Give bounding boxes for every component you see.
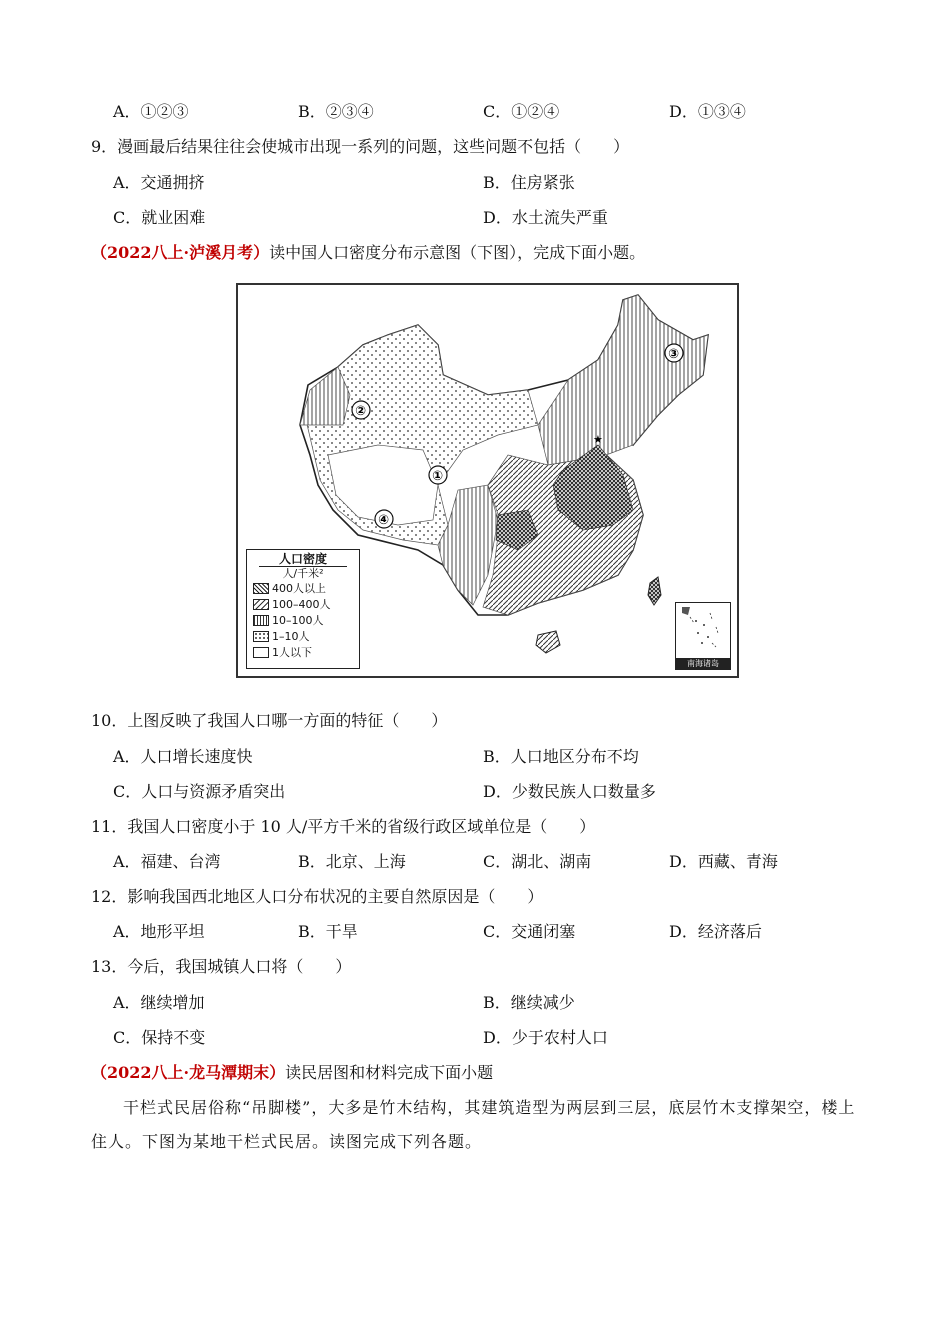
q10-stem-row	[0, 709, 950, 733]
q13-option-c[interactable]: C．保持不变	[113, 1028, 206, 1047]
intro-1-source: （2022八上·泸溪月考）	[91, 243, 270, 262]
legend-row-under-1	[247, 644, 359, 660]
legend-label-1-10: 1–10人	[272, 630, 310, 643]
q12-stem-row	[0, 885, 950, 909]
q9-option-a[interactable]: A．交通拥挤	[113, 173, 205, 192]
q11-option-d[interactable]: D．西藏、青海	[669, 852, 778, 871]
map-legend	[246, 549, 360, 669]
q12-stem: 12．影响我国西北地区人口分布状况的主要自然原因是（ ）	[91, 887, 544, 906]
marker-2: ②	[355, 404, 367, 419]
q12-option-c[interactable]: C．交通闭塞	[483, 922, 576, 941]
q10-option-d[interactable]: D．少数民族人口数量多	[483, 782, 656, 801]
legend-row-400-plus	[247, 580, 359, 596]
marker-1: ①	[432, 469, 444, 484]
q10-options-row-1	[0, 745, 950, 769]
q13-option-b[interactable]: B．继续减少	[483, 993, 575, 1012]
q13-option-a[interactable]: A．继续增加	[113, 993, 205, 1012]
q11-stem-row	[0, 815, 950, 839]
q10-option-c[interactable]: C．人口与资源矛盾突出	[113, 782, 286, 801]
legend-swatch-dotted-icon	[253, 631, 269, 642]
legend-swatch-hatched-icon	[253, 599, 269, 610]
q9-stem-row	[0, 135, 950, 159]
q10-options-row-2	[0, 780, 950, 804]
q10-option-a[interactable]: A．人口增长速度快	[113, 747, 253, 766]
intro-1	[0, 241, 950, 265]
q8-option-d[interactable]: D．①③④	[669, 102, 746, 121]
legend-label-400-plus: 400人以上	[272, 582, 326, 595]
q10-stem: 10．上图反映了我国人口哪一方面的特征（ ）	[91, 711, 448, 730]
legend-row-1-10	[247, 628, 359, 644]
q13-options-row-2	[0, 1026, 950, 1050]
q8-options-row	[0, 100, 950, 124]
q13-option-d[interactable]: D．少于农村人口	[483, 1028, 608, 1047]
marker-4: ④	[378, 513, 390, 528]
q12-option-a[interactable]: A．地形平坦	[113, 922, 205, 941]
q8-option-a[interactable]: A．①②③	[113, 102, 189, 121]
intro-2-text: 读民居图和材料完成下面小题	[285, 1063, 494, 1082]
legend-unit: 人/千米²	[282, 567, 324, 580]
material-paragraph: 干栏式民居俗称“吊脚楼”，大多是竹木结构，其建筑造型为两层到三层，底层竹木支撑架空，楼上住人。下图为某地干栏式民居。读图完成下列各题。	[91, 1098, 856, 1151]
q12-options-row	[0, 920, 950, 944]
intro-2	[0, 1061, 950, 1085]
taiwan	[648, 577, 661, 605]
legend-swatch-blank-icon	[253, 647, 269, 658]
marker-3: ③	[668, 347, 680, 362]
intro-2-source: （2022八上·龙马潭期末）	[91, 1063, 286, 1082]
legend-row-10-100	[247, 612, 359, 628]
q11-stem: 11．我国人口密度小于 10 人/平方千米的省级行政区域单位是（ ）	[91, 817, 596, 836]
legend-label-100-400: 100–400人	[272, 598, 331, 611]
inset-label: 南海诸岛	[676, 658, 730, 669]
legend-label-under-1: 1人以下	[272, 646, 312, 659]
q11-option-c[interactable]: C．湖北、湖南	[483, 852, 592, 871]
q11-option-b[interactable]: B．北京、上海	[298, 852, 406, 871]
q13-stem-row	[0, 955, 950, 979]
q8-option-c[interactable]: C．①②④	[483, 102, 560, 121]
q12-option-d[interactable]: D．经济落后	[669, 922, 762, 941]
legend-swatch-striped-icon	[253, 615, 269, 626]
q13-options-row-1	[0, 991, 950, 1015]
legend-swatch-dense-icon	[253, 583, 269, 594]
q11-option-a[interactable]: A．福建、台湾	[113, 852, 221, 871]
legend-row-100-400	[247, 596, 359, 612]
population-density-map	[236, 283, 739, 678]
q9-options-row-2	[0, 206, 950, 230]
inset-islands-graphic	[676, 603, 728, 655]
q8-option-b[interactable]: B．②③④	[298, 102, 374, 121]
q9-options-row-1	[0, 171, 950, 195]
region-10-100-a	[538, 295, 708, 465]
q9-option-b[interactable]: B．住房紧张	[483, 173, 575, 192]
legend-title: 人口密度	[259, 552, 347, 567]
legend-label-10-100: 10–100人	[272, 614, 324, 627]
q9-option-c[interactable]: C．就业困难	[113, 208, 206, 227]
q11-options-row	[0, 850, 950, 874]
south-china-sea-inset	[675, 602, 731, 670]
q10-option-b[interactable]: B．人口地区分布不均	[483, 747, 639, 766]
q12-option-b[interactable]: B．干旱	[298, 922, 358, 941]
intro-1-text: 读中国人口密度分布示意图（下图），完成下面小题。	[269, 243, 646, 262]
hainan	[536, 631, 560, 653]
q9-stem: 9．漫画最后结果往往会使城市出现一系列的问题，这些问题不包括（ ）	[91, 137, 630, 156]
q13-stem: 13．今后，我国城镇人口将（ ）	[91, 957, 352, 976]
q9-option-d[interactable]: D．水土流失严重	[483, 208, 608, 227]
capital-star: ★	[593, 433, 603, 446]
